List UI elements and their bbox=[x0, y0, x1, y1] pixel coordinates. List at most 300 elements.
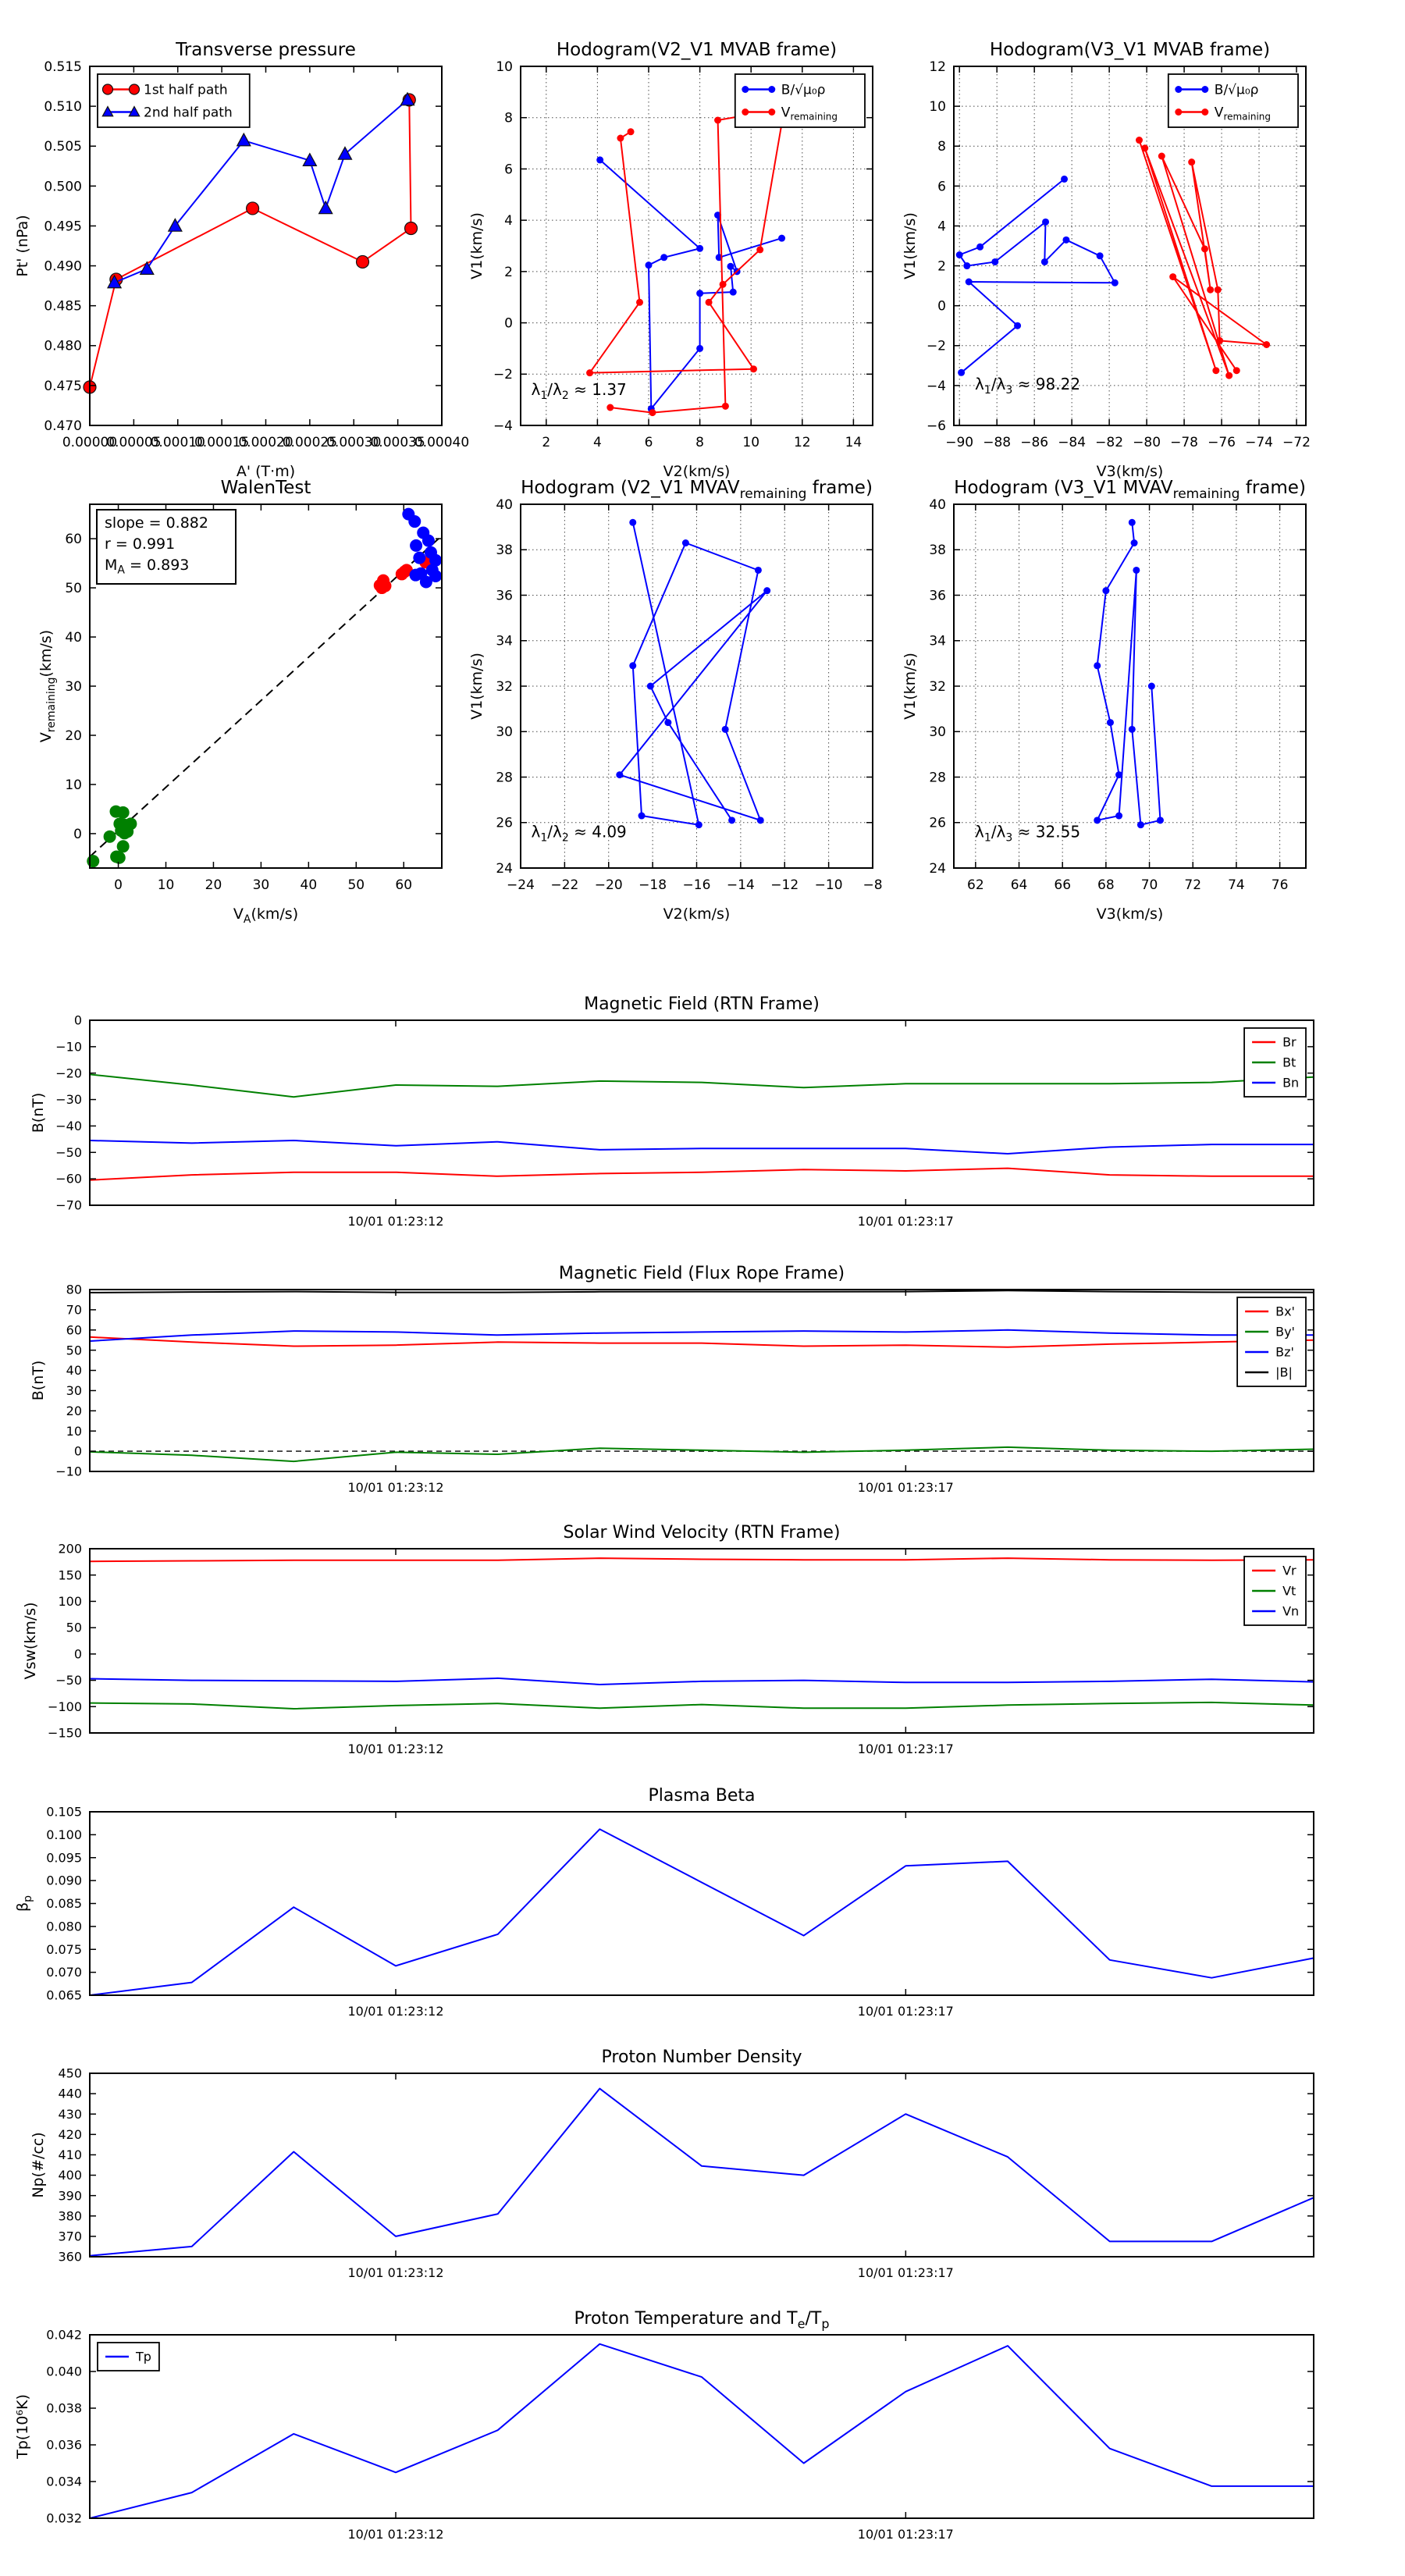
x-tick-label: 2 bbox=[542, 435, 551, 450]
x-tick-label: −84 bbox=[1058, 435, 1087, 450]
y-tick-label: 0.515 bbox=[44, 59, 82, 75]
legend-label: Bt bbox=[1282, 1055, 1297, 1070]
x-tick-label: −78 bbox=[1170, 435, 1199, 450]
x-tick-label: −10 bbox=[814, 877, 843, 893]
x-axis-label: V3(km/s) bbox=[1096, 463, 1164, 480]
y-tick-label: 38 bbox=[496, 543, 513, 559]
marker-circle bbox=[103, 84, 113, 94]
x-tick-label: 50 bbox=[347, 877, 365, 893]
legend-label: B/√μ₀ρ bbox=[1214, 82, 1259, 98]
x-tick-label: 68 bbox=[1097, 877, 1115, 893]
marker-dot bbox=[1175, 109, 1182, 116]
marker-dot bbox=[966, 279, 973, 286]
chart-ts-magnetic-field-flux-rope bbox=[30, 1264, 1314, 1495]
y-tick-label: 8 bbox=[504, 110, 513, 126]
x-tick-label: 70 bbox=[1140, 877, 1158, 893]
y-tick-label: 4 bbox=[504, 213, 513, 229]
marker-circle bbox=[130, 84, 140, 94]
y-tick-label: 6 bbox=[937, 179, 946, 195]
marker-dot bbox=[636, 299, 643, 306]
y-tick-label: 2 bbox=[504, 264, 513, 280]
y-tick-label: 70 bbox=[66, 1302, 82, 1318]
marker-dot bbox=[958, 369, 965, 376]
marker-circle bbox=[357, 255, 369, 268]
marker-dot bbox=[638, 813, 646, 820]
x-tick-label: −88 bbox=[983, 435, 1012, 450]
x-tick-label: 0.00035 bbox=[370, 435, 425, 450]
chart-ts-proton-temperature bbox=[14, 2309, 1314, 2542]
y-tick-label: −4 bbox=[926, 378, 946, 394]
y-tick-label: 36 bbox=[496, 588, 513, 604]
y-tick-label: 0.100 bbox=[46, 1827, 82, 1842]
y-tick-label: 440 bbox=[58, 2086, 82, 2101]
y-tick-label: 30 bbox=[496, 724, 513, 741]
legend bbox=[98, 74, 250, 127]
marker-dot bbox=[730, 289, 737, 296]
marker-dot bbox=[379, 580, 391, 592]
y-axis-label: B(nT) bbox=[30, 1360, 47, 1401]
x-tick-label: −24 bbox=[507, 877, 535, 893]
x-tick-label: −20 bbox=[594, 877, 623, 893]
marker-dot bbox=[646, 262, 653, 269]
y-tick-label: 0 bbox=[937, 298, 946, 315]
y-tick-label: 30 bbox=[66, 1383, 82, 1399]
y-tick-label: 0.080 bbox=[46, 1919, 82, 1934]
y-tick-label: −10 bbox=[55, 1464, 82, 1479]
chart-walen-test bbox=[37, 478, 442, 926]
x-tick-label: 0 bbox=[114, 877, 123, 893]
chart-title: Hodogram (V3_V1 $MVAV_{remaining}$ frame) bbox=[954, 478, 1306, 502]
marker-dot bbox=[1097, 252, 1104, 259]
marker-dot bbox=[1094, 817, 1101, 824]
y-tick-label: 10 bbox=[929, 99, 946, 116]
y-tick-label: 40 bbox=[496, 496, 513, 513]
y-tick-label: 60 bbox=[65, 532, 82, 548]
marker-dot bbox=[616, 771, 623, 778]
marker-dot bbox=[413, 552, 425, 564]
x-tick-label: 12 bbox=[793, 435, 811, 450]
y-tick-label: −6 bbox=[926, 418, 946, 434]
marker-dot bbox=[991, 258, 998, 265]
y-axis-label: V1(km/s) bbox=[902, 653, 919, 720]
legend-label: B/√μ₀ρ bbox=[781, 82, 826, 98]
y-tick-label: 0 bbox=[73, 826, 82, 842]
y-tick-label: 380 bbox=[58, 2208, 82, 2224]
legend-label: By' bbox=[1275, 1324, 1295, 1340]
chart-title: Magnetic Field (Flux Rope Frame) bbox=[558, 1264, 845, 1283]
legend bbox=[1244, 1028, 1306, 1097]
marker-circle bbox=[247, 202, 259, 215]
x-tick-label: 10/01 01:23:17 bbox=[857, 2265, 954, 2280]
y-tick-label: 24 bbox=[496, 860, 513, 877]
x-tick-label: 0.00030 bbox=[326, 435, 382, 450]
marker-dot bbox=[1201, 86, 1208, 93]
y-tick-label: 0.495 bbox=[44, 219, 82, 235]
chart-title: Transverse pressure bbox=[176, 40, 356, 60]
marker-dot bbox=[117, 840, 130, 852]
y-tick-label: 0.042 bbox=[46, 2327, 82, 2343]
y-tick-label: 0.500 bbox=[44, 179, 82, 195]
marker-dot bbox=[1094, 662, 1101, 669]
y-tick-label: 32 bbox=[929, 678, 946, 695]
y-axis-label: $\beta_p$ bbox=[14, 1895, 34, 1912]
x-tick-label: 8 bbox=[695, 435, 705, 450]
marker-dot bbox=[410, 539, 422, 552]
y-tick-label: 0.095 bbox=[46, 1850, 82, 1866]
x-tick-label: 10/01 01:23:17 bbox=[857, 1214, 954, 1229]
marker-dot bbox=[1157, 817, 1164, 824]
y-axis-label: V1(km/s) bbox=[468, 653, 486, 720]
marker-dot bbox=[682, 539, 689, 546]
y-tick-label: 28 bbox=[929, 770, 946, 786]
x-tick-label: −14 bbox=[726, 877, 755, 893]
marker-dot bbox=[696, 290, 703, 297]
marker-dot bbox=[1061, 176, 1068, 183]
marker-dot bbox=[1141, 144, 1148, 151]
marker-dot bbox=[1115, 771, 1122, 778]
x-tick-label: 74 bbox=[1228, 877, 1245, 893]
y-tick-label: 0.075 bbox=[46, 1941, 82, 1957]
y-axis-label: B(nT) bbox=[30, 1092, 47, 1133]
marker-dot bbox=[629, 519, 636, 526]
marker-dot bbox=[121, 825, 133, 838]
y-tick-label: 0.038 bbox=[46, 2400, 82, 2416]
marker-dot bbox=[1212, 367, 1219, 374]
marker-dot bbox=[1137, 821, 1144, 828]
marker-dot bbox=[728, 817, 735, 824]
y-tick-label: 420 bbox=[58, 2126, 82, 2142]
x-tick-label: −90 bbox=[945, 435, 974, 450]
marker-dot bbox=[664, 719, 671, 726]
marker-dot bbox=[586, 369, 593, 376]
x-tick-label: 64 bbox=[1010, 877, 1028, 893]
y-tick-label: 360 bbox=[58, 2249, 82, 2265]
y-tick-label: 0.040 bbox=[46, 2364, 82, 2379]
legend-label: 2nd half path bbox=[144, 105, 233, 121]
marker-dot bbox=[617, 135, 624, 142]
marker-dot bbox=[727, 263, 734, 270]
marker-dot bbox=[1207, 286, 1214, 294]
x-tick-label: 0.00040 bbox=[414, 435, 470, 450]
y-tick-label: 38 bbox=[929, 543, 946, 559]
chart-ts-plasma-beta bbox=[14, 1786, 1314, 2019]
marker-dot bbox=[87, 855, 99, 867]
marker-circle bbox=[405, 222, 418, 235]
chart-title: Plasma Beta bbox=[648, 1786, 756, 1806]
x-tick-label: 0.00005 bbox=[106, 435, 162, 450]
marker-dot bbox=[1169, 273, 1176, 280]
marker-dot bbox=[706, 299, 713, 306]
x-tick-label: 10 bbox=[157, 877, 175, 893]
x-tick-label: −12 bbox=[770, 877, 799, 893]
chart-ts-solar-wind-velocity bbox=[22, 1523, 1314, 1756]
y-tick-label: 80 bbox=[66, 1282, 82, 1297]
chart-title: Proton Temperature and $T_e/T_p$ bbox=[574, 2309, 830, 2332]
plot-area bbox=[90, 1812, 1314, 1995]
y-tick-label: 400 bbox=[58, 2168, 82, 2183]
x-tick-label: 62 bbox=[967, 877, 984, 893]
marker-dot bbox=[755, 567, 762, 574]
x-tick-label: 6 bbox=[644, 435, 653, 450]
chart-title: Magnetic Field (RTN Frame) bbox=[584, 994, 820, 1014]
marker-dot bbox=[408, 515, 421, 528]
y-tick-label: 370 bbox=[58, 2229, 82, 2244]
y-tick-label: 32 bbox=[496, 678, 513, 695]
y-tick-label: 430 bbox=[58, 2106, 82, 2122]
x-tick-label: 10/01 01:23:12 bbox=[347, 1214, 444, 1229]
y-tick-label: 0 bbox=[504, 315, 513, 332]
x-axis-label: A' (T·m) bbox=[236, 463, 296, 480]
y-tick-label: 0.105 bbox=[46, 1804, 82, 1820]
y-axis-label: V1(km/s) bbox=[468, 212, 486, 279]
marker-dot bbox=[722, 726, 729, 733]
x-tick-label: −16 bbox=[682, 877, 711, 893]
chart-title: WalenTest bbox=[220, 478, 311, 498]
y-tick-label: 8 bbox=[937, 139, 946, 155]
x-tick-label: −80 bbox=[1133, 435, 1161, 450]
marker-dot bbox=[422, 535, 435, 547]
y-tick-label: −4 bbox=[493, 418, 513, 434]
legend-label: Bx' bbox=[1275, 1304, 1295, 1319]
marker-dot bbox=[1102, 587, 1109, 594]
y-tick-label: 150 bbox=[58, 1567, 82, 1583]
x-tick-label: 10/01 01:23:17 bbox=[857, 2527, 954, 2542]
marker-dot bbox=[714, 117, 721, 124]
y-axis-label: $V_{remaining}(km/s)$ bbox=[37, 629, 58, 743]
marker-dot bbox=[1215, 286, 1222, 294]
y-tick-label: 0 bbox=[73, 1646, 82, 1662]
y-tick-label: 36 bbox=[929, 588, 946, 604]
legend-label: $V_{remaining}$ bbox=[781, 105, 838, 123]
x-tick-label: 0.00025 bbox=[282, 435, 338, 450]
stats-box bbox=[97, 510, 236, 584]
chart-title: Hodogram(V2_V1 MVAB frame) bbox=[556, 40, 838, 60]
x-tick-label: −22 bbox=[550, 877, 579, 893]
y-tick-label: 40 bbox=[65, 629, 82, 646]
y-tick-label: −2 bbox=[493, 367, 513, 383]
marker-dot bbox=[768, 109, 775, 116]
y-tick-label: 34 bbox=[929, 633, 946, 649]
y-tick-label: 26 bbox=[929, 815, 946, 831]
y-tick-label: 2 bbox=[937, 258, 946, 275]
marker-dot bbox=[414, 568, 427, 580]
y-tick-label: 50 bbox=[66, 1343, 82, 1358]
marker-dot bbox=[1129, 519, 1136, 526]
marker-dot bbox=[1233, 367, 1240, 374]
marker-dot bbox=[750, 365, 757, 372]
x-tick-label: −8 bbox=[863, 877, 883, 893]
marker-dot bbox=[1201, 245, 1208, 252]
marker-dot bbox=[649, 409, 656, 416]
annotation: $\lambda_1/\lambda_3 \approx 32.55$ bbox=[975, 822, 1081, 845]
marker-dot bbox=[722, 403, 729, 410]
annotation: $\lambda_1/\lambda_3 \approx 98.22$ bbox=[975, 375, 1081, 397]
marker-dot bbox=[629, 662, 636, 669]
x-tick-label: 10/01 01:23:12 bbox=[347, 2265, 444, 2280]
stats-line: slope = 0.882 bbox=[105, 514, 208, 532]
chart-hodogram-v3v1-mvab bbox=[902, 40, 1311, 480]
marker-dot bbox=[1201, 109, 1208, 116]
y-tick-label: −70 bbox=[55, 1197, 82, 1213]
legend bbox=[98, 2343, 159, 2371]
marker-dot bbox=[1148, 683, 1155, 690]
x-tick-label: −76 bbox=[1208, 435, 1236, 450]
chart-hodogram-v2v1-mvav bbox=[468, 478, 883, 923]
legend bbox=[1244, 1557, 1306, 1625]
annotation: $\lambda_1/\lambda_2 \approx 1.37$ bbox=[531, 379, 627, 402]
y-tick-label: 0 bbox=[73, 1012, 82, 1028]
y-tick-label: 0.505 bbox=[44, 139, 82, 155]
y-tick-label: −50 bbox=[55, 1673, 82, 1688]
y-tick-label: 6 bbox=[504, 162, 513, 178]
y-tick-label: 12 bbox=[929, 59, 946, 75]
marker-dot bbox=[628, 128, 635, 135]
y-tick-label: 390 bbox=[58, 2188, 82, 2204]
plot-area bbox=[90, 1290, 1314, 1471]
y-tick-label: 40 bbox=[929, 496, 946, 513]
marker-dot bbox=[1131, 539, 1138, 546]
marker-dot bbox=[695, 821, 702, 828]
marker-dot bbox=[756, 246, 763, 253]
marker-dot bbox=[647, 683, 654, 690]
chart-ts-proton-number-density bbox=[30, 2048, 1314, 2280]
y-axis-label: Vsw(km/s) bbox=[22, 1602, 39, 1680]
y-tick-label: 200 bbox=[58, 1541, 82, 1557]
legend-label: $V_{remaining}$ bbox=[1214, 105, 1272, 123]
y-tick-label: −150 bbox=[48, 1725, 82, 1741]
x-tick-label: 72 bbox=[1184, 877, 1202, 893]
x-tick-label: −74 bbox=[1245, 435, 1273, 450]
marker-dot bbox=[1041, 258, 1048, 265]
chart-hodogram-v3v1-mvav bbox=[902, 478, 1306, 923]
y-tick-label: 100 bbox=[58, 1594, 82, 1610]
marker-dot bbox=[1136, 137, 1143, 144]
y-tick-label: 30 bbox=[65, 678, 82, 695]
x-tick-label: 0.00020 bbox=[238, 435, 293, 450]
marker-dot bbox=[757, 817, 764, 824]
y-tick-label: 10 bbox=[65, 777, 82, 793]
x-tick-label: 0.00000 bbox=[62, 435, 118, 450]
x-axis-label: $V_A(km/s)$ bbox=[233, 906, 299, 926]
legend-label: Vr bbox=[1282, 1563, 1297, 1578]
plot-area bbox=[90, 2073, 1314, 2257]
legend bbox=[1237, 1297, 1306, 1386]
y-tick-label: 10 bbox=[66, 1423, 82, 1439]
y-tick-label: 34 bbox=[496, 633, 513, 649]
y-tick-label: 50 bbox=[66, 1620, 82, 1635]
x-tick-label: 10/01 01:23:12 bbox=[347, 1480, 444, 1495]
y-tick-label: 0 bbox=[73, 1443, 82, 1459]
y-tick-label: 4 bbox=[937, 219, 946, 235]
chart-title: Proton Number Density bbox=[601, 2048, 802, 2067]
x-tick-label: 0.00015 bbox=[194, 435, 250, 450]
y-tick-label: −50 bbox=[55, 1144, 82, 1160]
legend bbox=[735, 74, 865, 127]
marker-dot bbox=[742, 109, 749, 116]
y-tick-label: 50 bbox=[65, 581, 82, 597]
x-tick-label: 30 bbox=[252, 877, 270, 893]
y-tick-label: −60 bbox=[55, 1171, 82, 1187]
marker-dot bbox=[976, 244, 984, 251]
x-tick-label: 0.00010 bbox=[150, 435, 205, 450]
chart-title: Solar Wind Velocity (RTN Frame) bbox=[563, 1523, 841, 1542]
legend-label: Vt bbox=[1282, 1583, 1297, 1599]
marker-dot bbox=[742, 86, 749, 93]
chart-hodogram-v2v1-mvab bbox=[468, 40, 873, 480]
marker-dot bbox=[606, 404, 614, 411]
marker-dot bbox=[1115, 813, 1122, 820]
chart-title: Hodogram(V3_V1 MVAB frame) bbox=[989, 40, 1271, 60]
y-tick-label: 28 bbox=[496, 770, 513, 786]
legend-label: Bn bbox=[1282, 1075, 1300, 1091]
x-tick-label: 66 bbox=[1054, 877, 1072, 893]
y-tick-label: 60 bbox=[66, 1322, 82, 1338]
y-tick-label: 0.490 bbox=[44, 258, 82, 275]
legend-label: |B| bbox=[1275, 1364, 1293, 1380]
marker-dot bbox=[1129, 726, 1136, 733]
x-tick-label: 4 bbox=[592, 435, 602, 450]
y-axis-label: V1(km/s) bbox=[902, 212, 919, 279]
x-tick-label: 40 bbox=[300, 877, 318, 893]
marker-dot bbox=[117, 806, 130, 819]
marker-dot bbox=[1216, 337, 1223, 344]
x-tick-label: 10 bbox=[742, 435, 760, 450]
y-tick-label: 40 bbox=[66, 1363, 82, 1379]
y-tick-label: 0.036 bbox=[46, 2437, 82, 2453]
marker-dot bbox=[596, 156, 603, 163]
y-tick-label: 0.475 bbox=[44, 378, 82, 394]
y-tick-label: 20 bbox=[66, 1403, 82, 1418]
marker-dot bbox=[1188, 158, 1195, 165]
y-tick-label: 0.485 bbox=[44, 298, 82, 315]
marker-dot bbox=[1158, 153, 1165, 160]
marker-dot bbox=[1175, 86, 1182, 93]
y-tick-label: 0.085 bbox=[46, 1896, 82, 1912]
marker-dot bbox=[104, 831, 116, 843]
marker-dot bbox=[1263, 341, 1270, 348]
marker-dot bbox=[1225, 372, 1232, 379]
x-tick-label: −82 bbox=[1095, 435, 1124, 450]
y-tick-label: −100 bbox=[48, 1699, 82, 1714]
x-axis-label: V3(km/s) bbox=[1096, 906, 1164, 923]
y-tick-label: 0.470 bbox=[44, 418, 82, 434]
y-tick-label: −20 bbox=[55, 1066, 82, 1081]
x-tick-label: 14 bbox=[845, 435, 863, 450]
y-tick-label: 0.065 bbox=[46, 1987, 82, 2003]
y-tick-label: 26 bbox=[496, 815, 513, 831]
y-tick-label: 450 bbox=[58, 2065, 82, 2081]
x-axis-label: V2(km/s) bbox=[663, 463, 731, 480]
legend-label: 1st half path bbox=[144, 82, 228, 98]
y-tick-label: −30 bbox=[55, 1092, 82, 1108]
y-tick-label: 20 bbox=[65, 728, 82, 744]
x-tick-label: 10/01 01:23:12 bbox=[347, 2527, 444, 2542]
stats-line: $M_A = 0.893$ bbox=[105, 556, 190, 577]
y-tick-label: 0.510 bbox=[44, 99, 82, 116]
y-tick-label: 0.032 bbox=[46, 2510, 82, 2526]
x-tick-label: −86 bbox=[1020, 435, 1049, 450]
y-axis-label: Tp(10⁶K) bbox=[14, 2394, 31, 2459]
y-tick-label: 0.480 bbox=[44, 338, 82, 354]
x-tick-label: 60 bbox=[395, 877, 413, 893]
marker-dot bbox=[660, 254, 667, 261]
x-tick-label: 10/01 01:23:12 bbox=[347, 1742, 444, 1756]
plot-area bbox=[90, 2335, 1314, 2518]
chart-title: Hodogram (V2_V1 $MVAV_{remaining}$ frame) bbox=[521, 478, 873, 502]
y-tick-label: 30 bbox=[929, 724, 946, 741]
x-axis-label: V2(km/s) bbox=[663, 906, 731, 923]
marker-dot bbox=[696, 245, 703, 252]
